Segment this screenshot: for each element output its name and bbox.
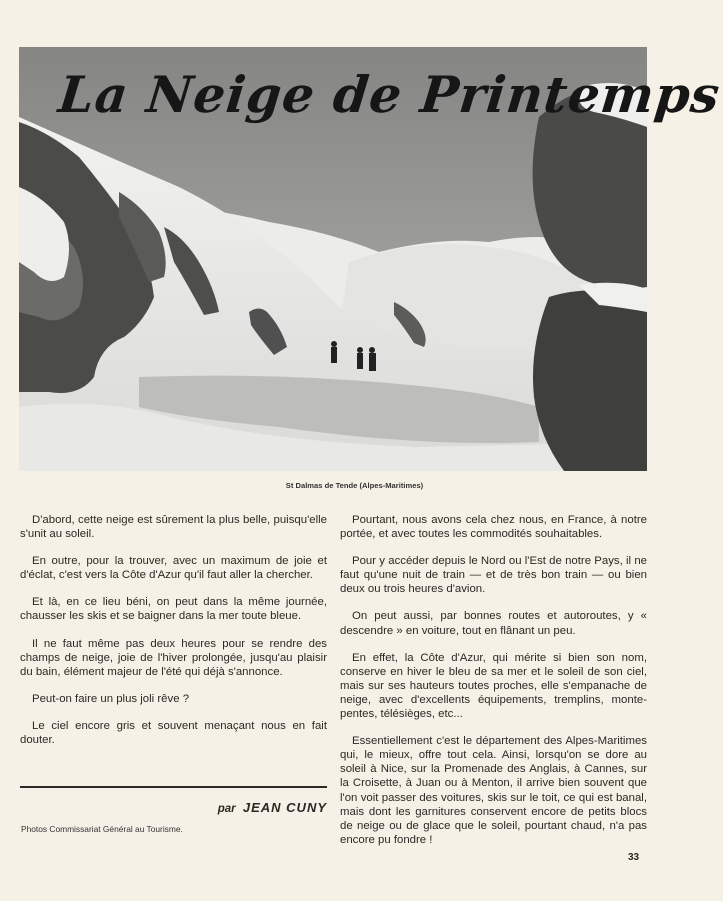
paragraph: D'abord, cette neige est sûrement la plus belle, puisqu'elle s'unit au soleil. — [20, 514, 327, 541]
paragraph: Peut-on faire un plus joli rêve ? — [32, 692, 190, 705]
paragraph: On peut aussi, par bonnes routes et autoroutes, y « descendre » en voiture, tout en flânant un peu. — [340, 610, 647, 637]
paragraph: Essentiellement c'est le département des Alpes-Maritimes qui, le mieux, offre tout cela. Ainsi, lorsqu'on se dore au soleil à Nice, sur la Promenade des Anglais, à Cannes, sur la Croisette, à Juan ou à Menton, il arrive bien souvent que l'on voit passer des voitures, skis sur le toit, ce qui est banal, mais dont les garnitures conservent encore de petits blocs de neige ou de glace que le soleil, pourtant chaud, n'a pas encore pu fondre ! — [340, 735, 647, 846]
article-title: La Neige de Printemps — [55, 65, 723, 124]
paragraph: En outre, pour la trouver, avec un maximum de joie et d'éclat, c'est vers la Côte d'Azur qu'il faut aller la chercher. — [20, 555, 327, 582]
mountain-snow-photo — [19, 47, 723, 471]
paragraph: Et là, en ce lieu béni, on peut dans la même journée, chausser les skis et se baigner dans la mer toute bleue. — [20, 596, 327, 623]
photo-credits: Photos Commissariat Général au Tourisme. — [21, 824, 183, 834]
photo-caption: St Dalmas de Tende (Alpes-Maritimes) — [285, 481, 424, 490]
paragraph: En effet, la Côte d'Azur, qui mérite si bien son nom, conserve en hiver le bleu de sa mer et le soleil de son ciel, mais sur ses hauteurs toutes proches, elle s'empanache de neige, avec d'excellents équipements, tremplins, monte-pentes, télésièges, etc... — [340, 651, 647, 721]
page-number: 33 — [628, 852, 640, 863]
divider-rule — [20, 786, 327, 788]
author-name: JEAN CUNY — [242, 800, 327, 815]
paragraph: Il ne faut même pas deux heures pour se rendre des champs de neige, joie de l'hiver prolongée, jusqu'au plaisir du bain, élément majeur de l'été qui déjà s'annonce. — [20, 637, 327, 678]
paragraph: Pourtant, nous avons cela chez nous, en France, à notre portée, et avec toutes les commodités souhaitables. — [340, 514, 647, 541]
left-column — [20, 513, 327, 760]
byline-prefix: par — [217, 803, 236, 815]
right-column — [340, 513, 647, 860]
paragraph: Le ciel encore gris et souvent menaçant nous en fait douter. — [20, 719, 327, 747]
paragraph: Pour y accéder depuis le Nord ou l'Est de notre Pays, il ne faut qu'une nuit de train — et de très bon train — ou bien deux ou trois heures d'avion. — [340, 555, 647, 596]
byline — [20, 800, 327, 815]
